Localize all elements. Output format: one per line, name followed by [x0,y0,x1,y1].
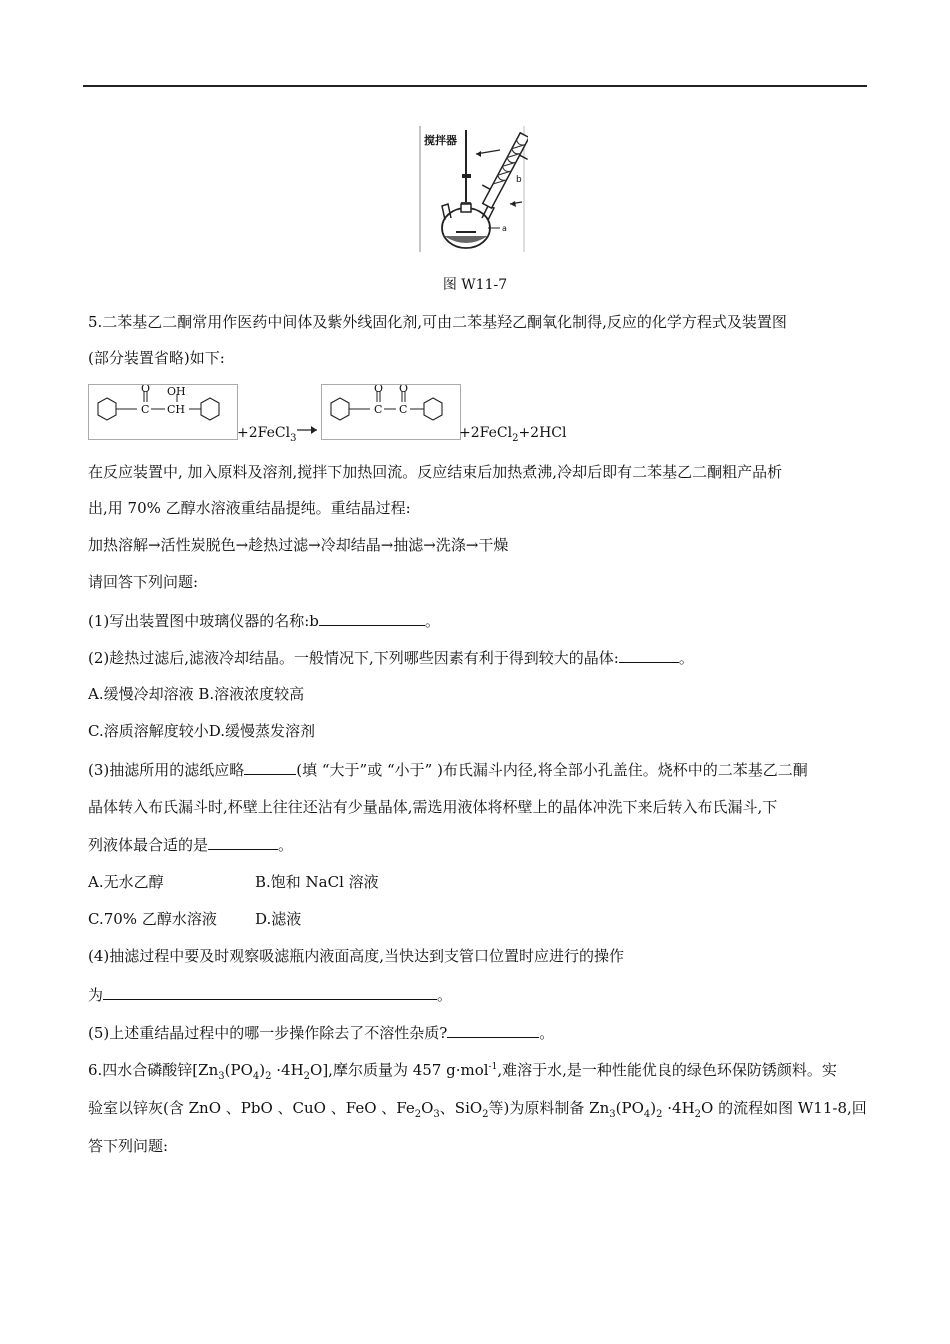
sub2-end: 。 [678,649,694,667]
q6-l1-sub3: 2 [265,1071,272,1082]
q6-l2-b: O [421,1099,434,1117]
q6-l1-d: ·4H [271,1061,304,1079]
figure-caption: 图 W11-7 [442,277,508,293]
option-a: A.无水乙醇 [88,873,164,891]
q6-l1-b: (PO [224,1061,253,1079]
reactant-o-label: O [141,384,151,395]
q6-l2-g: ·4H [662,1099,695,1117]
q6-l1-sub1: 3 [218,1071,225,1082]
answer-blank-3a[interactable] [244,759,296,775]
q5-para-line2: 出,用 70% 乙醇水溶液重结晶提纯。重结晶过程: [88,499,411,517]
q6-l2-sub5: 4 [643,1109,651,1120]
sub3-text-a: (3)抽滤所用的滤纸应略 [88,761,245,779]
sub3-text-b: (填 “大于”或 “小于” )布氏漏斗内径,将全部小孔盖住。烧杯中的二苯基乙二酮 [296,761,808,779]
reactant-c-label: C [141,403,150,416]
q6-line2 [88,1098,867,1121]
product-tail-text2: +2HCl [518,425,567,441]
q5-sub5 [88,1022,554,1043]
sub1-end: 。 [424,612,440,630]
label-a: a [502,224,507,233]
q6-l1-sub2: 4 [252,1071,260,1082]
sub5-end: 。 [539,1024,555,1042]
product-structure [321,384,461,440]
reagent-text: +2FeCl [237,425,291,441]
sub5-text: (5)上述重结晶过程中的哪一步操作除去了不溶性杂质? [88,1024,448,1042]
q5-process: 加热溶解→活性炭脱色→趁热过滤→冷却结晶→抽滤→洗涤→干燥 [88,536,509,554]
q6-l1-c: ) [259,1061,266,1079]
q6-l2-sub4: 3 [609,1109,616,1120]
q6-l2-h: O 的流程如图 W11-8,回 [701,1099,867,1117]
reaction-arrow [297,424,321,436]
q5-sub4-line2 [88,984,452,1005]
answer-blank-3b[interactable] [208,834,278,850]
q5-sub3-options-2 [88,909,302,929]
sub4-end: 。 [437,986,453,1004]
q6-l2-a: 验室以锌灰(含 ZnO 、PbO 、CuO 、FeO 、Fe [88,1099,415,1117]
reagent-fecl3 [237,425,297,444]
q6-line3: 答下列问题: [88,1137,169,1155]
header-rule [83,85,867,87]
q6-l2-sub6: 2 [656,1109,663,1120]
sub2-text: (2)趁热过滤后,滤液冷却结晶。一般情况下,下列哪些因素有利于得到较大的晶体: [88,649,619,667]
q6-l1-e: O],摩尔质量为 457 g·mol [310,1061,489,1079]
stirrer-label: 搅拌器 [424,134,457,147]
product-o1-label: O [374,384,384,395]
q6-l2-d: 等)为原料制备 Zn [488,1099,610,1117]
sub4-text: 为 [88,986,104,1004]
q5-intro-line1: 5.二苯基乙二酮常用作医药中间体及紫外线固化剂,可由二苯基羟乙酮氧化制得,反应的化学方程式及装置图 [88,313,787,331]
q5-sub3-line2: 晶体转入布氏漏斗时,杯壁上往往还沾有少量晶体,需选用液体将杯壁上的晶体冲洗下来后转入布氏漏斗,下 [88,798,778,816]
q6-l2-sub3: 2 [482,1109,489,1120]
q6-l2-sub7: 2 [694,1109,702,1120]
product-tail-subscript: 2 [512,433,519,444]
q5-sub3-line1 [88,759,808,780]
q6-l2-c: 、SiO [439,1099,483,1117]
q6-l2-sub2: 3 [433,1109,440,1120]
reagent-subscript: 3 [290,433,297,444]
product-o2-label: O [399,384,409,395]
q5-prompt: 请回答下列问题: [88,573,199,591]
q6-l1-f: ,难溶于水,是一种性能优良的绿色环保防锈颜料。实 [497,1061,837,1079]
reactant-oh-label: OH [167,385,186,398]
q5-para-line1: 在反应装置中, 加入原料及溶剂,搅拌下加热回流。反应结束后加热煮沸,冷却后即有二苯基乙二酮粗产品析 [88,463,783,481]
q5-sub2 [88,647,694,668]
sub3-end: 。 [278,836,294,854]
product-tail [459,425,567,444]
answer-blank-2[interactable] [619,647,679,663]
q5-sub4-line1: (4)抽滤过程中要及时观察吸滤瓶内液面高度,当快达到支管口位置时应进行的操作 [88,947,625,965]
option-d: D.滤液 [255,910,302,928]
sub1-text: (1)写出装置图中玻璃仪器的名称:b [88,612,319,630]
label-b: b [516,175,522,185]
option-c: C.70% 乙醇水溶液 [88,910,217,928]
q6-l2-e: (PO [615,1099,644,1117]
q5-sub2-options-2: C.溶质溶解度较小D.缓慢蒸发溶剂 [88,722,315,740]
reactant-structure [88,384,238,440]
option-b: B.饱和 NaCl 溶液 [255,873,379,891]
answer-blank-4[interactable] [103,984,437,1000]
q6-l1-sup: -1 [488,1062,498,1072]
apparatus-figure [418,124,528,254]
q5-sub3-line3 [88,834,293,855]
sub3-text-c: 列液体最合适的是 [88,836,209,854]
q6-l2-sub1: 2 [414,1109,422,1120]
answer-blank-5[interactable] [447,1022,539,1038]
product-c2-label: C [399,403,408,416]
q5-sub2-options-1: A.缓慢冷却溶液 B.溶液浓度较高 [88,685,305,703]
product-c1-label: C [374,403,383,416]
q5-sub1 [88,610,440,631]
q6-l2-f: ) [650,1099,657,1117]
product-tail-text1: +2FeCl [459,425,513,441]
q6-l1-a: 6.四水合磷酸锌[Zn [88,1061,219,1079]
q5-sub3-options-1 [88,872,379,892]
q5-intro-line2: (部分装置省略)如下: [88,349,225,367]
answer-blank-1[interactable] [319,610,425,626]
q6-line1 [88,1060,837,1083]
reactant-ch-label: CH [167,403,186,416]
q6-l1-sub4: 2 [303,1071,311,1082]
